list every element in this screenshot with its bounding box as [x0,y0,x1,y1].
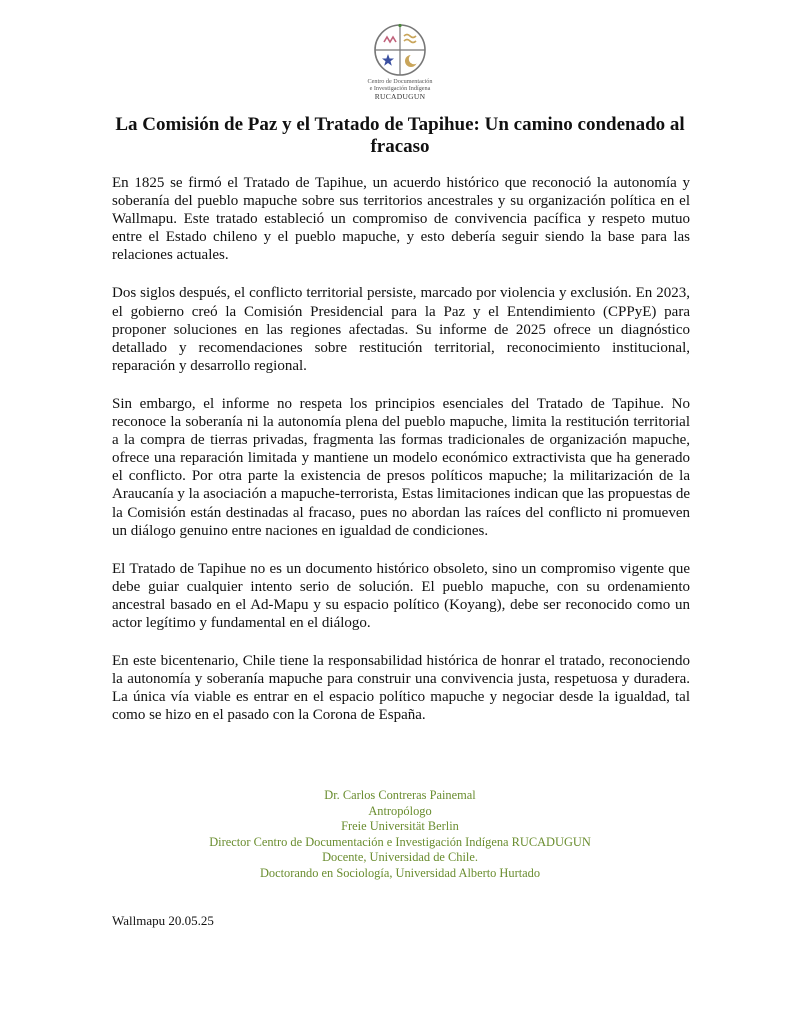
paragraph-5: En este bicentenario, Chile tiene la responsabilidad histórica de honrar el tratado, reconociendo la autonomía y soberanía mapuche para construir una convivencia justa, respetuosa y duradera. La única vía viable es entrar en el espacio político mapuche y negociar desde la igualdad, tal como se hizo en el pasado con la Corona de España. [112,653,690,724]
signature-director: Director Centro de Documentación e Investigación Indígena RUCADUGUN [209,834,591,849]
logo-line-1: Centro de Documentación [367,78,433,85]
paragraph-3: Sin embargo, el informe no respeta los principios esenciales del Tratado de Tapihue. No reconoce la soberanía ni la autonomía plena del pueblo mapuche, limita la restitución territorial a la compra de tierras privadas, fragmenta las formas tradicionales de organización mapuche, ofrece una reparación limitada y mantiene un modelo económico extractivista que ha generado el conflicto. Por otra parte la existencia de presos políticos mapuche; la militarización de la Araucanía y la asociación a mapuche-terrorista, Estas limitaciones indican que las propuestas de la Comisión están destinadas al fracaso, pues no abordan las raíces del conflicto ni promueven un diálogo genuino entre naciones en igualdad de condiciones. [112,395,690,539]
signature-university: Freie Universität Berlin [341,819,459,834]
paragraph-1: En 1825 se firmó el Tratado de Tapihue, un acuerdo histórico que reconoció la autonomía y soberanía del pueblo mapuche sobre sus territorios ancestrales y su organización política en el Wallmapu. Este tratado estableció un compromiso de convivencia pacífica y respeto mutuo entre el Estado chileno y el pueblo mapuche, y esto debería seguir siendo la base para las relaciones actuales. [112,175,690,264]
rucadugun-emblem-icon [372,22,428,78]
signature-docente: Docente, Universidad de Chile. [322,850,478,865]
logo [360,22,440,101]
logo-line-2: e Investigación Indígena [369,85,431,92]
place-date: Wallmapu 20.05.25 [112,913,214,928]
paragraph-2: Dos siglos después, el conflicto territorial persiste, marcado por violencia y exclusión. En 2023, el gobierno creó la Comisión Presidencial para la Paz y el Entendimiento (CPPyE) para proponer soluciones en las regiones afectadas. Su informe de 2025 ofrece un diagnóstico detallado y recomendaciones sobre restitución territorial, reconocimiento institucional, reparación y desarrollo regional. [112,285,690,374]
paragraph-4: El Tratado de Tapihue no es un documento histórico obsoleto, sino un compromiso vigente que debe guiar cualquier intento serio de solución. El pueblo mapuche, con su ordenamiento ancestral basado en el Ad-Mapu y su espacio político (Koyang), debe ser reconocido como un actor legítimo y fundamental en el diálogo. [112,560,690,631]
signature-name: Dr. Carlos Contreras Painemal [324,788,476,802]
logo-brand: RUCADUGUN [374,92,426,101]
signature-block [0,788,800,882]
signature-doctorando: Doctorando en Sociología, Universidad Alberto Hurtado [259,865,541,880]
article-body [112,174,690,744]
signature-role: Antropólogo [368,803,432,818]
page-title: La Comisión de Paz y el Tratado de Tapihue: Un camino condenado al fracaso [115,114,685,157]
